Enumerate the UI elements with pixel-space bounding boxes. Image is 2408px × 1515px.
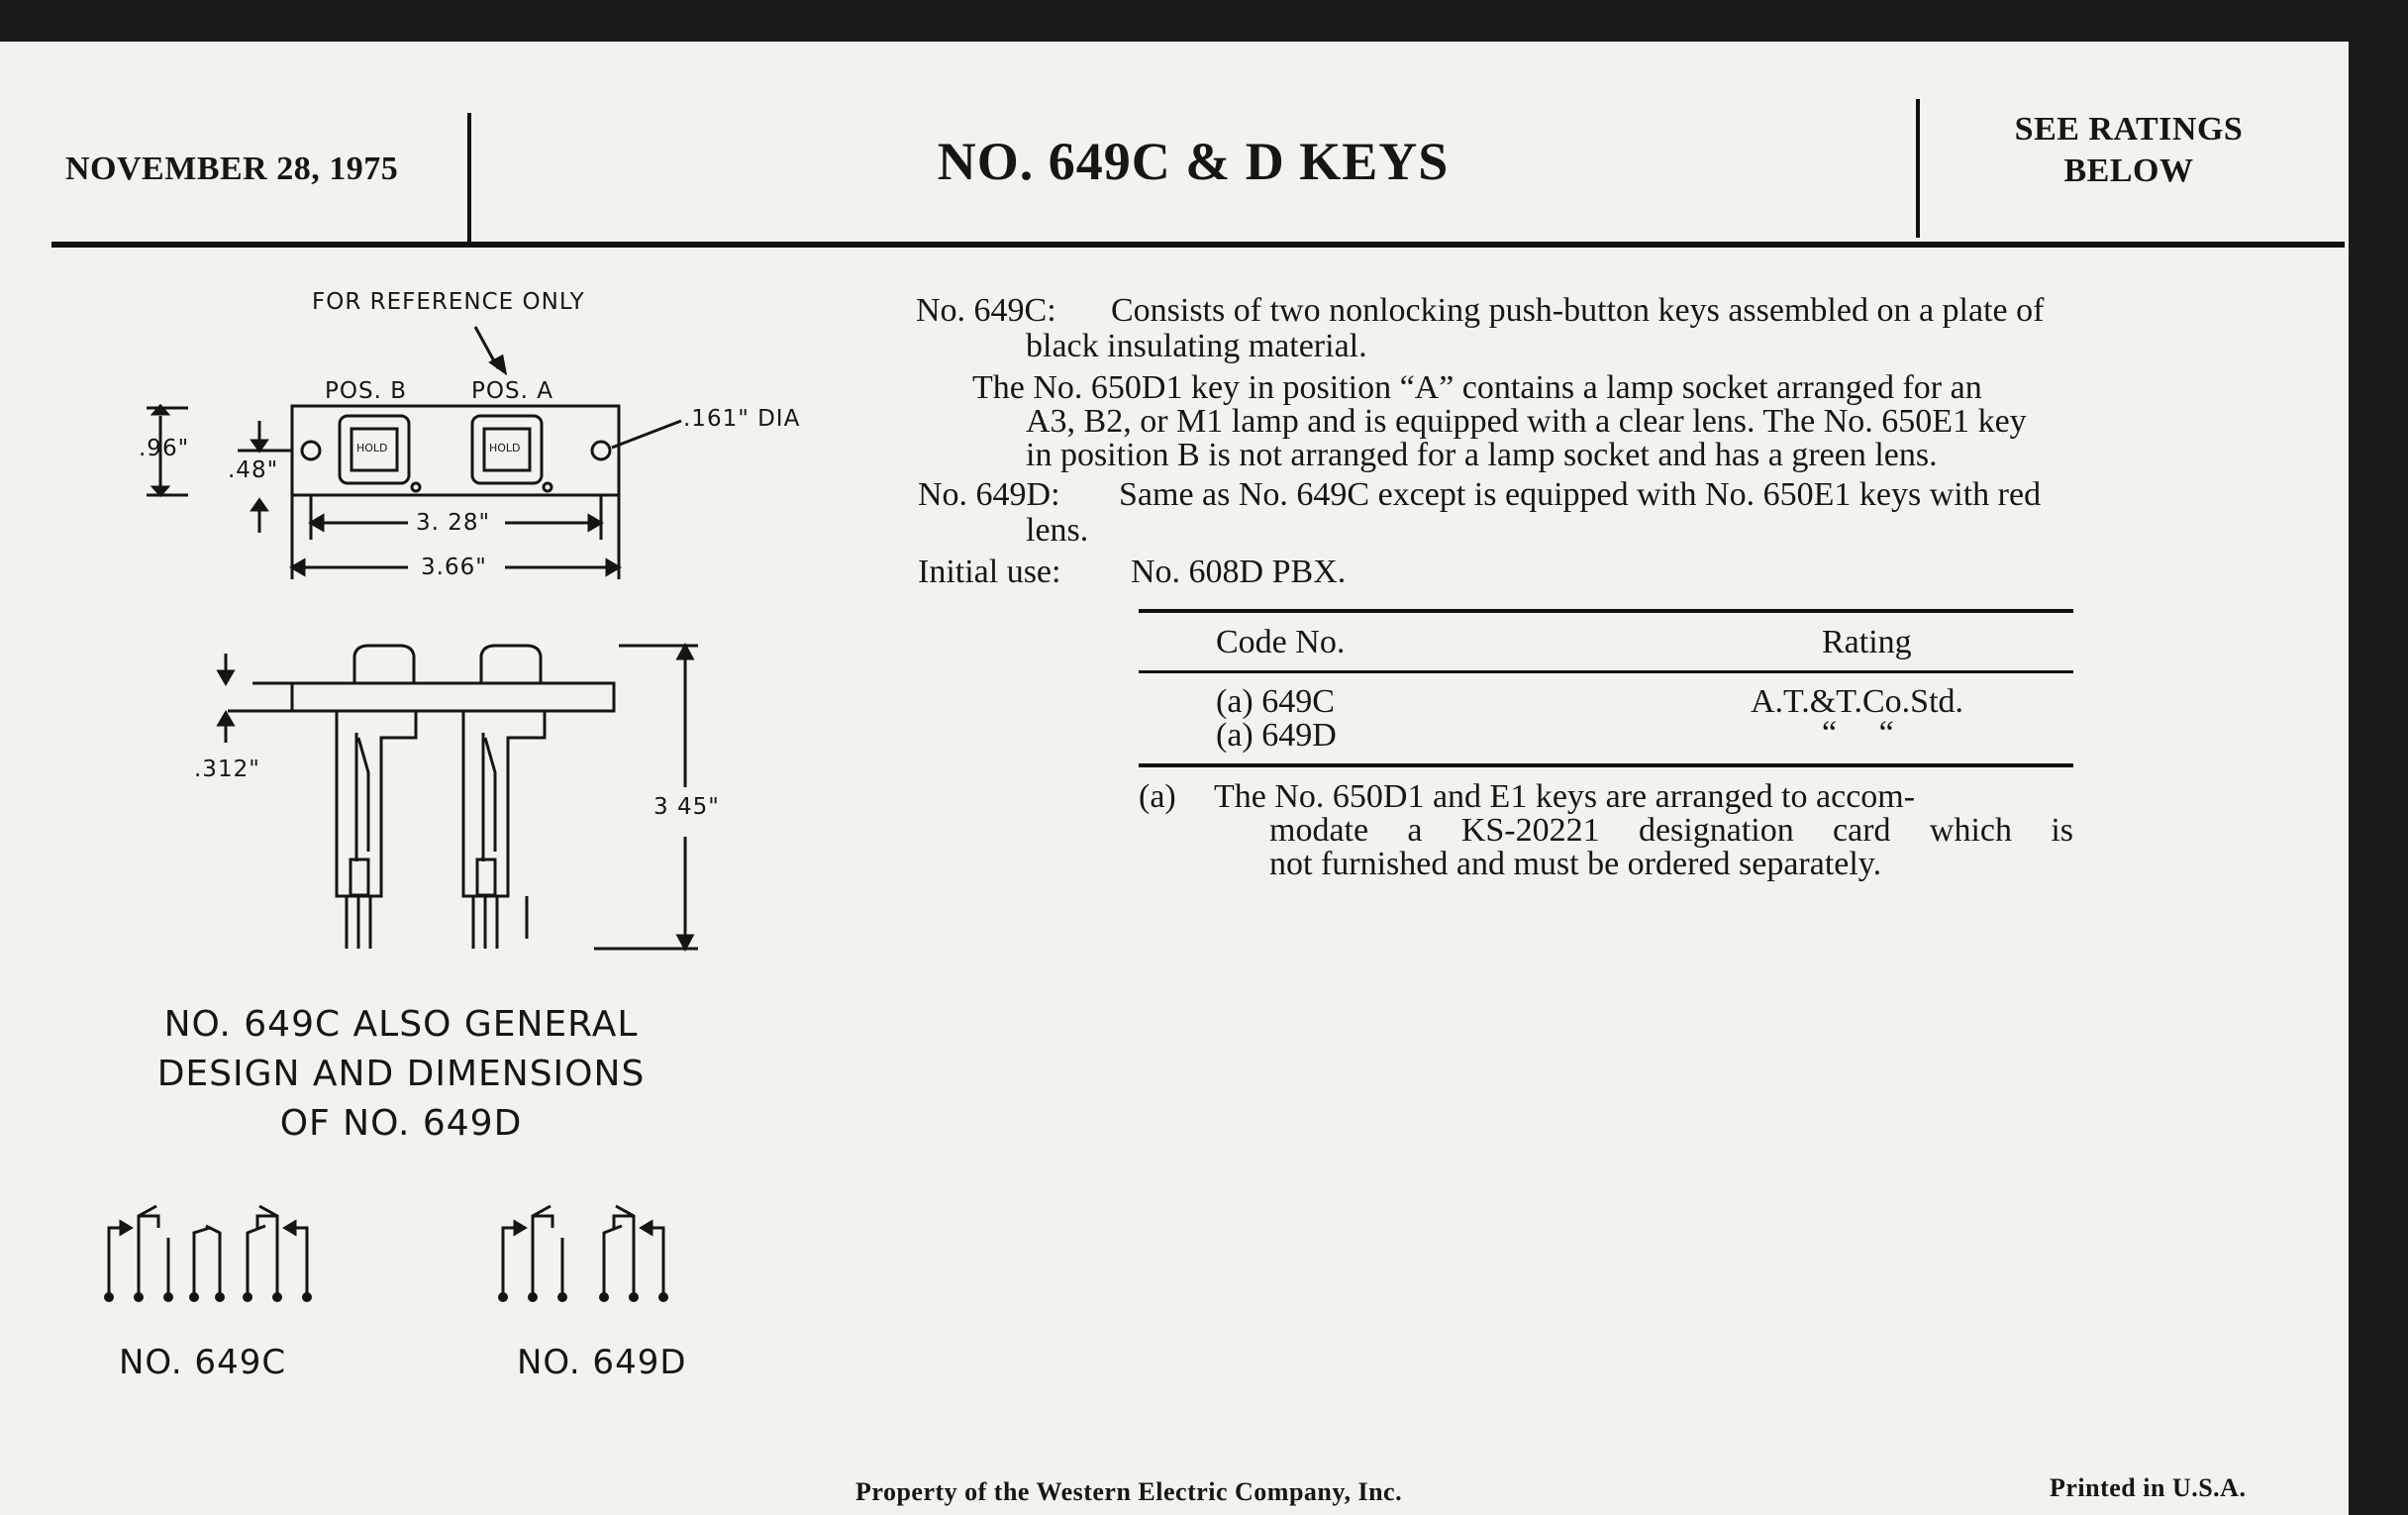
table-header-rule: [1139, 670, 2073, 673]
table-note-line-3: not furnished and must be ordered separately.: [1269, 846, 1882, 882]
issue-date: NOVEMBER 28, 1975: [65, 151, 399, 187]
outer-width-dimension: 3.66": [421, 555, 487, 580]
height-dimension: .96": [139, 436, 190, 461]
column-header-rating: Rating: [1822, 624, 1912, 660]
table-top-rule: [1139, 609, 2073, 613]
desc-649c-text: Consists of two nonlocking push-button keys assembled on a plate of: [1111, 292, 2045, 329]
desc-650d1-text: The No. 650D1 key in position “A” contains a lamp socket arranged for an: [972, 369, 1982, 406]
desc-649c-text-cont: black insulating material.: [1026, 328, 1367, 364]
table-row-rating-1: A.T.&T.Co.Std.: [1751, 683, 1964, 720]
desc-649d-text: Same as No. 649C except is equipped with No. 650E1 keys with red: [1119, 476, 2042, 513]
caption-line-2: DESIGN AND DIMENSIONS: [156, 1054, 646, 1094]
desc-650d1-text-3: in position B is not arranged for a lamp socket and has a green lens.: [1026, 437, 1938, 473]
hole-diameter-dimension: .161" DIA: [683, 406, 801, 432]
hold-label-b: HOLD: [356, 442, 388, 454]
table-row-code-1: (a) 649C: [1216, 683, 1335, 720]
pos-a-label: POS. A: [471, 378, 553, 404]
table-note-marker: (a): [1139, 778, 1176, 815]
half-height-dimension: .48": [228, 457, 279, 483]
page-title: NO. 649C & D KEYS: [937, 132, 1450, 191]
column-header-code: Code No.: [1216, 624, 1346, 660]
schematic-label-649d: NO. 649D: [517, 1343, 687, 1382]
footer-printed: Printed in U.S.A.: [2050, 1473, 2247, 1502]
desc-649c-label: No. 649C:: [916, 292, 1056, 329]
reference-note: FOR REFERENCE ONLY: [312, 289, 585, 315]
hold-label-a: HOLD: [489, 442, 521, 454]
desc-650d1-text-2: A3, B2, or M1 lamp and is equipped with a clear lens. The No. 650E1 key: [1026, 403, 2027, 440]
ratings-line-1: SEE RATINGS: [2014, 111, 2244, 148]
table-note-line-1: The No. 650D1 and E1 keys are arranged to accom-: [1214, 778, 1916, 815]
footer-property: Property of the Western Electric Company, Inc.: [855, 1477, 1403, 1506]
depth-dimension: 3 45": [653, 794, 720, 820]
inner-width-dimension: 3. 28": [416, 510, 491, 536]
desc-649d-label: No. 649D:: [918, 476, 1060, 513]
initial-use-value: No. 608D PBX.: [1131, 554, 1347, 590]
table-row-rating-2: “ “: [1822, 715, 1894, 752]
plate-thickness-dimension: .312": [194, 757, 260, 782]
pos-b-label: POS. B: [325, 378, 407, 404]
caption-line-1: NO. 649C ALSO GENERAL: [163, 1004, 639, 1045]
caption-line-3: OF NO. 649D: [279, 1103, 523, 1144]
schematic-label-649c: NO. 649C: [119, 1343, 287, 1382]
desc-649d-text-cont: lens.: [1026, 512, 1089, 549]
initial-use-label: Initial use:: [918, 554, 1061, 590]
table-bottom-rule: [1139, 763, 2073, 767]
table-row-code-2: (a) 649D: [1216, 717, 1337, 754]
ratings-line-2: BELOW: [2063, 152, 2194, 189]
drawing-caption: [99, 1000, 703, 1149]
table-note-line-2: modate a KS-20221 designation card which is: [1269, 812, 2073, 849]
